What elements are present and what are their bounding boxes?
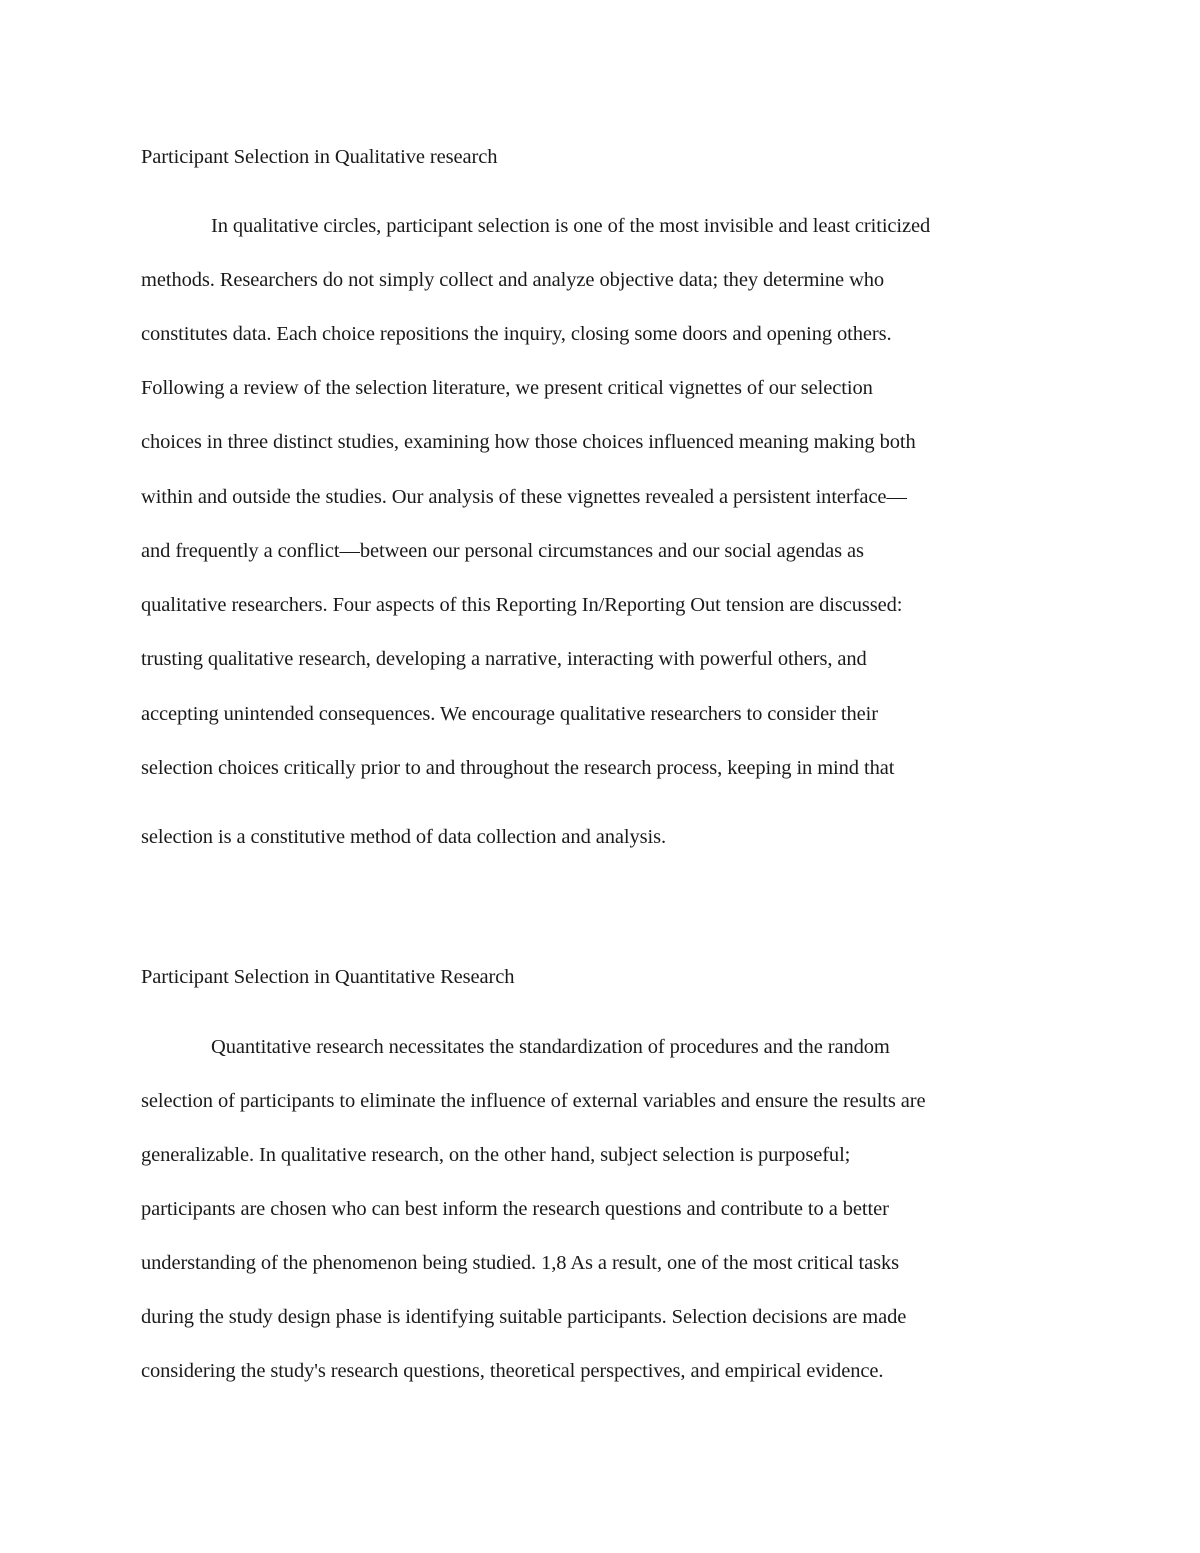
paragraph-line: selection is a constitutive method of data collection and analysis. xyxy=(141,826,667,848)
paragraph-line: accepting unintended consequences. We encourage qualitative researchers to consider their xyxy=(141,703,878,725)
paragraph-line: considering the study's research questions, theoretical perspectives, and empirical evidence. xyxy=(141,1360,884,1382)
paragraph-line: constitutes data. Each choice repositions the inquiry, closing some doors and opening others. xyxy=(141,323,892,345)
paragraph-line: participants are chosen who can best inform the research questions and contribute to a better xyxy=(141,1198,889,1220)
paragraph-line: Quantitative research necessitates the standardization of procedures and the random xyxy=(211,1036,890,1058)
paragraph-line: generalizable. In qualitative research, on the other hand, subject selection is purposeful; xyxy=(141,1144,851,1166)
paragraph-line: Following a review of the selection literature, we present critical vignettes of our selection xyxy=(141,377,873,399)
section-heading-quantitative: Participant Selection in Quantitative Research xyxy=(141,966,515,988)
paragraph-line: and frequently a conflict—between our personal circumstances and our social agendas as xyxy=(141,540,864,562)
paragraph-line: choices in three distinct studies, examining how those choices influenced meaning making both xyxy=(141,431,916,453)
paragraph-line: within and outside the studies. Our analysis of these vignettes revealed a persistent interface— xyxy=(141,486,907,508)
paragraph-line: In qualitative circles, participant selection is one of the most invisible and least criticized xyxy=(211,215,931,237)
paragraph-line: selection of participants to eliminate the influence of external variables and ensure the results are xyxy=(141,1090,926,1112)
paragraph-line: qualitative researchers. Four aspects of this Reporting In/Reporting Out tension are discussed: xyxy=(141,594,903,616)
paragraph-line: selection choices critically prior to and throughout the research process, keeping in mind that xyxy=(141,757,895,779)
paragraph-line: trusting qualitative research, developing a narrative, interacting with powerful others, and xyxy=(141,648,867,670)
paragraph-line: during the study design phase is identifying suitable participants. Selection decisions are made xyxy=(141,1306,907,1328)
paragraph-line: understanding of the phenomenon being studied. 1,8 As a result, one of the most critical tasks xyxy=(141,1252,900,1274)
paragraph-line: methods. Researchers do not simply collect and analyze objective data; they determine who xyxy=(141,269,885,291)
section-heading-qualitative: Participant Selection in Qualitative research xyxy=(141,146,498,168)
